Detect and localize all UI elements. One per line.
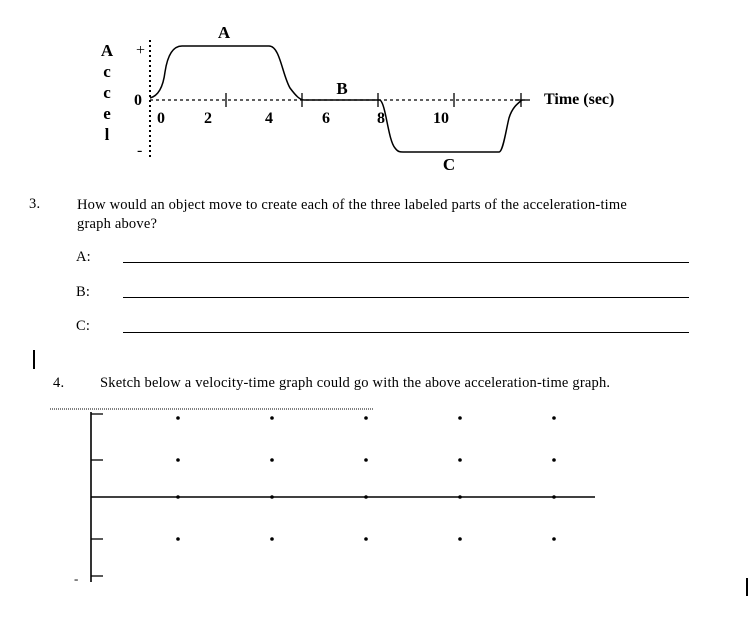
grid-dot — [458, 416, 462, 420]
acceleration-curve — [150, 46, 522, 152]
velocity-time-sketch-grid[interactable] — [0, 400, 753, 625]
grid-dot — [270, 495, 274, 499]
x-axis-title: Time (sec) — [544, 91, 615, 108]
answer-a-label: A: — [76, 249, 91, 265]
grid-dot — [552, 495, 556, 499]
question-3-number: 3. — [29, 196, 41, 212]
y-axis-letter: c — [103, 62, 111, 81]
acceleration-time-graph — [0, 0, 753, 190]
y-axis-letter: l — [104, 125, 110, 144]
answer-b-label: B: — [76, 284, 91, 300]
segment-label-a: A — [217, 23, 231, 42]
grid-dot — [270, 458, 274, 462]
y-axis-letter: e — [103, 104, 111, 123]
grid-dot — [458, 458, 462, 462]
x-tick-4: 4 — [265, 110, 273, 127]
question-3-text — [77, 196, 717, 234]
answer-c-line[interactable] — [123, 332, 689, 333]
answer-b-line[interactable] — [123, 297, 689, 298]
answer-a-line[interactable] — [123, 262, 689, 263]
margin-mark — [746, 578, 748, 596]
x-tick-labels — [157, 110, 449, 127]
x-tick-2: 2 — [204, 110, 212, 127]
grid-dot — [458, 537, 462, 541]
grid-dot — [552, 416, 556, 420]
margin-mark — [33, 350, 35, 369]
question-4-text: Sketch below a velocity-time graph could go with the above acceleration-time graph. — [100, 375, 611, 391]
y-axis-letter: A — [100, 41, 114, 60]
grid-dot — [364, 416, 368, 420]
question-4-number: 4. — [53, 375, 65, 391]
answer-c-label: C: — [76, 318, 91, 334]
grid-dot — [552, 537, 556, 541]
grid-minus-label: - — [74, 571, 79, 586]
grid-dot — [176, 537, 180, 541]
grid-dot — [364, 537, 368, 541]
grid-dot — [176, 458, 180, 462]
grid-dot — [176, 495, 180, 499]
grid-dot — [270, 416, 274, 420]
x-tick-8: 8 — [377, 110, 385, 127]
grid-dot — [458, 495, 462, 499]
grid-dot — [364, 495, 368, 499]
v-axis-ticks — [91, 414, 103, 576]
grid-dot — [270, 537, 274, 541]
segment-label-c: C — [442, 155, 456, 174]
y-axis-title — [101, 41, 114, 144]
y-zero-label: 0 — [134, 92, 142, 109]
grid-dot — [552, 458, 556, 462]
x-tick-6: 6 — [322, 110, 330, 127]
grid-dots — [176, 416, 556, 541]
question-3-text-line1: How would an object move to create each of the three labeled parts of the acceleration-time — [77, 197, 628, 213]
grid-dot — [364, 458, 368, 462]
y-minus-label: - — [137, 142, 143, 159]
y-plus-label: + — [136, 42, 146, 59]
y-axis-letter: c — [103, 83, 111, 102]
segment-label-b: B — [336, 79, 348, 98]
x-tick-10: 10 — [433, 110, 449, 127]
grid-dot — [176, 416, 180, 420]
x-tick-0: 0 — [157, 110, 165, 127]
question-3-text-line2: graph above? — [77, 216, 158, 232]
